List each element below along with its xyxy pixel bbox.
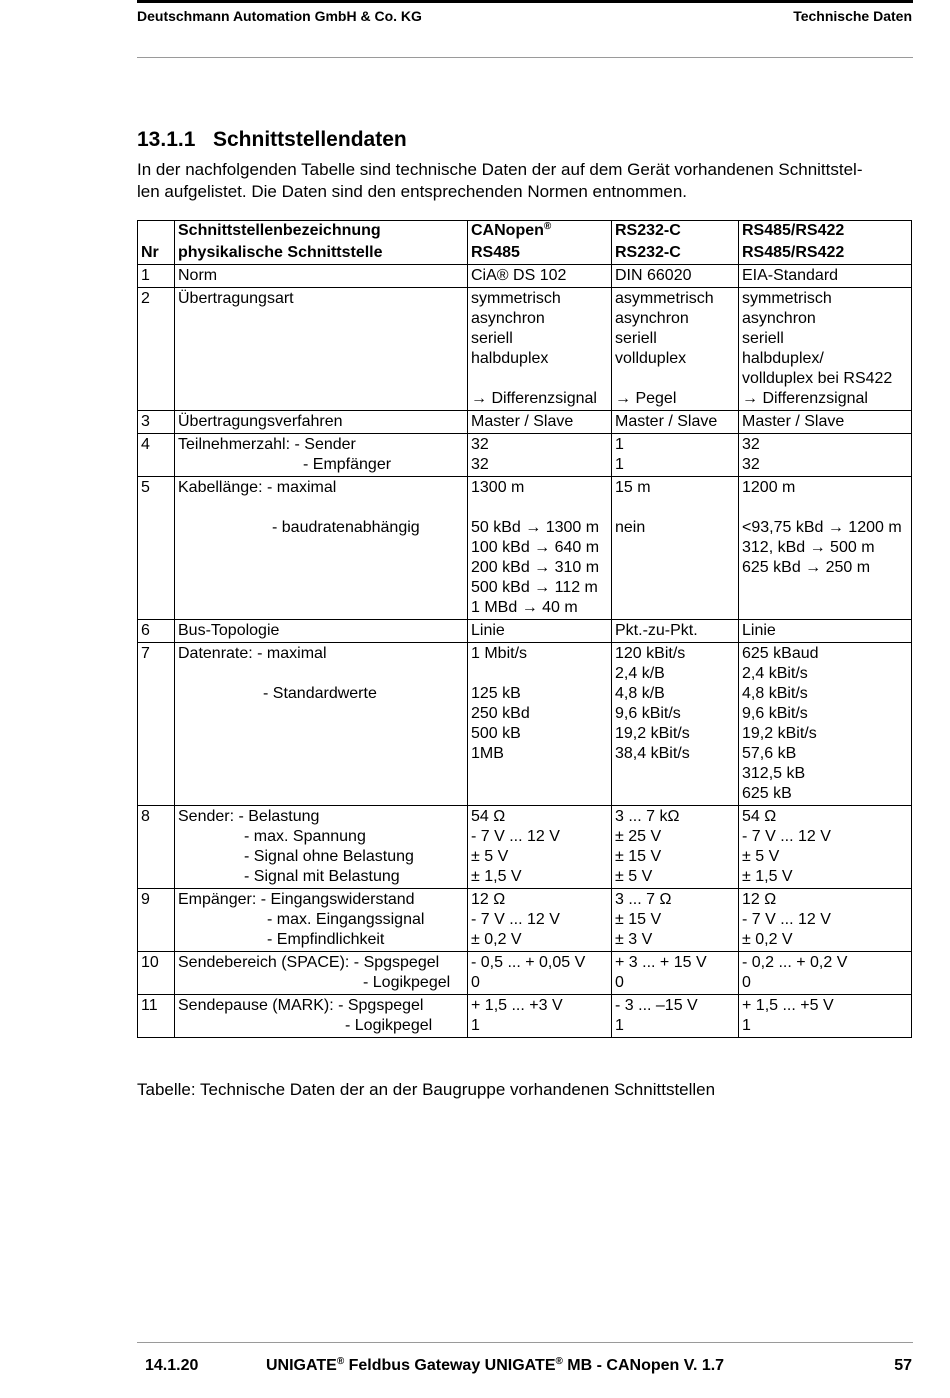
canopen-value-cell [468, 889, 612, 952]
cell-line: - max. Eingangssignal [267, 911, 425, 928]
cell-line: 19,2 kBit/s [742, 725, 817, 742]
cell-line: 100 kBd → 640 m [471, 539, 600, 556]
cell-line: Übertragungsverfahren [178, 413, 343, 430]
cell-line: → Pegel [615, 390, 677, 407]
table-row [138, 952, 912, 995]
cell-line: - Logikpegel [363, 974, 451, 991]
table-row [138, 643, 912, 806]
footer-title [266, 1357, 724, 1375]
rs485-value-cell [739, 620, 912, 643]
row-label-cell [175, 995, 468, 1038]
rs232-value-cell [612, 806, 739, 889]
row-label-cell [175, 265, 468, 288]
cell-line: asynchron [615, 310, 689, 327]
rs232-value-cell [612, 434, 739, 477]
cell-line: Datenrate: - maximal [178, 645, 327, 662]
cell-line: 500 kBd → 112 m [471, 579, 598, 596]
rs485-value-cell [739, 265, 912, 288]
cell-line: → Differenzsignal [471, 390, 597, 407]
cell-line: - Empfänger [303, 456, 392, 473]
cell-line: 312,5 kB [742, 765, 806, 782]
cell-line: 12 Ω [471, 891, 506, 908]
table-caption: Tabelle: Technische Daten der an der Baugruppe vorhandenen Schnittstellen [137, 1080, 716, 1099]
cell-line: - Logikpegel [345, 1017, 433, 1034]
cell-line: 500 kB [471, 725, 521, 742]
footer-title-c: MB - CANopen V. 1.7 [562, 1357, 725, 1374]
cell-line: 3 ... 7 Ω [615, 891, 672, 908]
cell-line: - 7 V ... 12 V [471, 911, 560, 928]
cell-line: Sender: - Belastung [178, 808, 320, 825]
table-row [138, 889, 912, 952]
rs485-value-cell [739, 806, 912, 889]
cell-line: 12 Ω [742, 891, 777, 908]
rs232-value-cell [612, 995, 739, 1038]
intro-line: In der nachfolgenden Tabelle sind technische Daten der auf dem Gerät vorhandenen Schnittstel- [137, 160, 863, 179]
rs485-value-cell [739, 411, 912, 434]
cell-line: EIA-Standard [742, 267, 839, 284]
header-cell-rs485-rs422-phys: RS485/RS422 [739, 242, 912, 265]
cell-line: halbduplex/ [742, 350, 824, 367]
rs232-value-cell [612, 265, 739, 288]
cell-line: 0 [471, 974, 480, 991]
cell-line: Empänger: - Eingangswiderstand [178, 891, 415, 908]
cell-line: 312, kBd → 500 m [742, 539, 875, 556]
cell-line: 120 kBit/s [615, 645, 686, 662]
cell-line: 1MB [471, 745, 504, 762]
row-label-cell [175, 434, 468, 477]
header-chapter: Technische Daten [793, 8, 912, 24]
cell-line: 625 kB [742, 785, 792, 802]
cell-line: 54 Ω [471, 808, 506, 825]
cell-line: 1 [615, 1017, 624, 1034]
canopen-value-cell [468, 806, 612, 889]
registered-mark: ® [555, 1356, 563, 1367]
table-row [138, 434, 912, 477]
cell-line: 1300 m [471, 479, 525, 496]
cell-line: 4,8 kBit/s [742, 685, 808, 702]
row-label-cell [175, 643, 468, 806]
cell-line: 4,8 k/B [615, 685, 665, 702]
header-cell-nr: Nr [138, 242, 175, 265]
cell-line: - 7 V ... 12 V [742, 828, 831, 845]
cell-line: - baudratenabhängig [272, 519, 420, 536]
cell-line: ± 0,2 V [742, 931, 793, 948]
row-label-cell [175, 288, 468, 411]
cell-line: ± 5 V [615, 868, 653, 885]
canopen-value-cell [468, 265, 612, 288]
cell-line: 2,4 k/B [615, 665, 665, 682]
rs485-value-cell [739, 643, 912, 806]
cell-line: nein [615, 519, 646, 536]
cell-line: Übertragungsart [178, 290, 294, 307]
row-number: 10 [138, 952, 175, 995]
canopen-value-cell [468, 477, 612, 620]
row-number: 4 [138, 434, 175, 477]
cell-line: 1 [615, 456, 624, 473]
cell-line: Linie [742, 622, 776, 639]
row-label-cell [175, 620, 468, 643]
header-cell-rs485-phys: RS485 [468, 242, 612, 265]
cell-line: ± 15 V [615, 911, 662, 928]
header-canopen-text: CANopen [471, 222, 544, 239]
cell-line: 9,6 kBit/s [615, 705, 681, 722]
cell-line: Bus-Topologie [178, 622, 280, 639]
rs485-value-cell [739, 952, 912, 995]
cell-line: Sendebereich (SPACE): - Spgspegel [178, 954, 440, 971]
table-row [138, 265, 912, 288]
cell-line: DIN 66020 [615, 267, 692, 284]
cell-line: + 1,5 ... +5 V [742, 997, 834, 1014]
cell-line: - Signal mit Belastung [244, 868, 400, 885]
registered-mark: ® [336, 1356, 345, 1367]
cell-line: 1200 m [742, 479, 796, 496]
footer-rule [137, 1342, 913, 1343]
cell-line [471, 498, 608, 518]
cell-line: 54 Ω [742, 808, 777, 825]
cell-line: + 3 ... + 15 V [615, 954, 707, 971]
cell-line [471, 369, 608, 389]
rs232-value-cell [612, 889, 739, 952]
cell-line: asynchron [471, 310, 545, 327]
cell-line: Teilnehmerzahl: - Sender [178, 436, 356, 453]
footer-date: 14.1.20 [145, 1357, 199, 1374]
row-number: 5 [138, 477, 175, 620]
row-number: 2 [138, 288, 175, 411]
cell-line: - 3 ... –15 V [615, 997, 698, 1014]
row-number: 8 [138, 806, 175, 889]
cell-line: 625 kBaud [742, 645, 819, 662]
cell-line: 32 [742, 436, 760, 453]
rs485-value-cell [739, 288, 912, 411]
cell-line: + 1,5 ... +3 V [471, 997, 563, 1014]
cell-line: symmetrisch [471, 290, 561, 307]
cell-line: ± 1,5 V [742, 868, 793, 885]
cell-line: halbduplex [471, 350, 549, 367]
cell-line: 2,4 kBit/s [742, 665, 808, 682]
registered-mark: ® [543, 221, 552, 232]
cell-line: 1 [615, 436, 624, 453]
cell-line: ± 5 V [471, 848, 509, 865]
cell-line [178, 664, 464, 684]
footer-page-number: 57 [894, 1357, 912, 1374]
cell-line: - 7 V ... 12 V [742, 911, 831, 928]
canopen-value-cell [468, 952, 612, 995]
cell-line: ± 0,2 V [471, 931, 522, 948]
cell-line: 19,2 kBit/s [615, 725, 690, 742]
canopen-value-cell [468, 434, 612, 477]
cell-line: - Signal ohne Belastung [244, 848, 414, 865]
rs232-value-cell [612, 620, 739, 643]
cell-line: asynchron [742, 310, 816, 327]
cell-line: ± 25 V [615, 828, 662, 845]
cell-line [471, 664, 608, 684]
cell-line: - 0,5 ... + 0,05 V [471, 954, 586, 971]
section-title: Schnittstellendaten [213, 128, 407, 151]
cell-line: 32 [742, 456, 760, 473]
rs485-value-cell [739, 434, 912, 477]
cell-line: Pkt.-zu-Pkt. [615, 622, 698, 639]
intro-line: len aufgelistet. Die Daten sind den entsprechenden Normen entnommen. [137, 182, 688, 201]
cell-line: 38,4 kBit/s [615, 745, 690, 762]
cell-line [178, 498, 464, 518]
cell-line: CiA® DS 102 [471, 267, 567, 284]
cell-line: 1 [471, 1017, 480, 1034]
rs232-value-cell [612, 477, 739, 620]
table-row [138, 995, 912, 1038]
cell-line: Norm [178, 267, 218, 284]
cell-line: Master / Slave [615, 413, 718, 430]
cell-line: → Differenzsignal [742, 390, 868, 407]
interface-data-table [137, 220, 912, 1038]
table-row [138, 620, 912, 643]
header-cell-empty [138, 221, 175, 243]
table-row [138, 806, 912, 889]
table-header-row [138, 242, 912, 265]
row-number: 7 [138, 643, 175, 806]
table-body [138, 221, 912, 1038]
cell-line: 0 [742, 974, 751, 991]
cell-line: 1 MBd → 40 m [471, 599, 578, 616]
row-label-cell [175, 411, 468, 434]
cell-line: 125 kB [471, 685, 521, 702]
cell-line [742, 498, 908, 518]
canopen-value-cell [468, 620, 612, 643]
rs485-value-cell [739, 889, 912, 952]
cell-line: Sendepause (MARK): - Spgspegel [178, 997, 424, 1014]
cell-line: Master / Slave [742, 413, 845, 430]
canopen-value-cell [468, 643, 612, 806]
header-cell-rs232: RS232-C [612, 221, 739, 243]
section-heading [137, 128, 407, 152]
cell-line: 0 [615, 974, 624, 991]
cell-line: 250 kBd [471, 705, 530, 722]
row-number: 9 [138, 889, 175, 952]
cell-line: Kabellänge: - maximal [178, 479, 337, 496]
cell-line: 57,6 kB [742, 745, 797, 762]
cell-line: - Empfindlichkeit [267, 931, 385, 948]
rs485-value-cell [739, 477, 912, 620]
cell-line: vollduplex bei RS422 [742, 370, 893, 387]
footer-title-a: UNIGATE [266, 1357, 337, 1374]
cell-line [615, 498, 735, 518]
rs232-value-cell [612, 952, 739, 995]
cell-line: 3 ... 7 kΩ [615, 808, 680, 825]
cell-line: - 7 V ... 12 V [471, 828, 560, 845]
cell-line: 32 [471, 436, 489, 453]
header-cell-interface-name: Schnittstellenbezeichnung [175, 221, 468, 243]
cell-line: 15 m [615, 479, 651, 496]
cell-line: 1 Mbit/s [471, 645, 528, 662]
cell-line: ± 15 V [615, 848, 662, 865]
canopen-value-cell [468, 995, 612, 1038]
row-number: 11 [138, 995, 175, 1038]
row-label-cell [175, 889, 468, 952]
rs232-value-cell [612, 643, 739, 806]
header-top-rule [137, 0, 913, 3]
cell-line: - 0,2 ... + 0,2 V [742, 954, 848, 971]
table-row [138, 477, 912, 620]
cell-line: symmetrisch [742, 290, 832, 307]
cell-line: Linie [471, 622, 505, 639]
canopen-value-cell [468, 288, 612, 411]
rs232-value-cell [612, 288, 739, 411]
cell-line: 625 kBd → 250 m [742, 559, 871, 576]
intro-paragraph [137, 159, 917, 203]
header-cell-physical: physikalische Schnittstelle [175, 242, 468, 265]
header-company: Deutschmann Automation GmbH & Co. KG [137, 8, 422, 24]
cell-line: 1 [742, 1017, 751, 1034]
row-label-cell [175, 477, 468, 620]
cell-line: seriell [471, 330, 513, 347]
cell-line: ± 3 V [615, 931, 653, 948]
rs232-value-cell [612, 411, 739, 434]
rs485-value-cell [739, 995, 912, 1038]
cell-line: 50 kBd → 1300 m [471, 519, 600, 536]
cell-line [615, 369, 735, 389]
row-label-cell [175, 806, 468, 889]
cell-line: - max. Spannung [244, 828, 366, 845]
cell-line: 200 kBd → 310 m [471, 559, 600, 576]
header-rule [137, 57, 913, 58]
cell-line: 32 [471, 456, 489, 473]
cell-line: vollduplex [615, 350, 687, 367]
cell-line: seriell [742, 330, 784, 347]
cell-line: Master / Slave [471, 413, 574, 430]
table-row [138, 288, 912, 411]
cell-line: seriell [615, 330, 657, 347]
row-label-cell [175, 952, 468, 995]
row-number: 1 [138, 265, 175, 288]
canopen-value-cell [468, 411, 612, 434]
table-header-row [138, 221, 912, 243]
cell-line: 9,6 kBit/s [742, 705, 808, 722]
header-cell-rs485: RS485/RS422 [739, 221, 912, 243]
cell-line: ± 1,5 V [471, 868, 522, 885]
section-number: 13.1.1 [137, 128, 196, 151]
header-cell-canopen [468, 221, 612, 243]
row-number: 6 [138, 620, 175, 643]
header-cell-rs232-phys: RS232-C [612, 242, 739, 265]
cell-line: <93,75 kBd → 1200 m [742, 519, 902, 536]
cell-line: asymmetrisch [615, 290, 714, 307]
cell-line: - Standardwerte [263, 685, 377, 702]
table-row [138, 411, 912, 434]
footer-title-b: Feldbus Gateway UNIGATE [344, 1357, 556, 1374]
cell-line: ± 5 V [742, 848, 780, 865]
row-number: 3 [138, 411, 175, 434]
